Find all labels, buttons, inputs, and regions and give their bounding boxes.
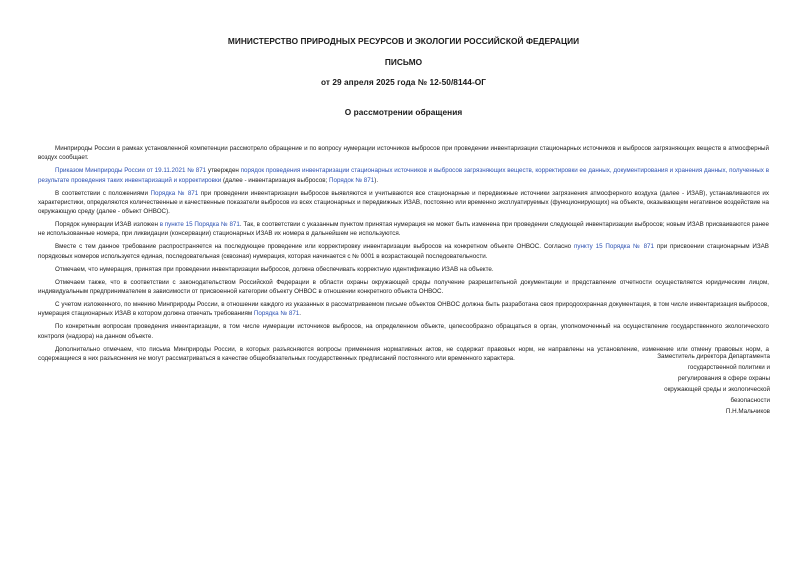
procedure-title-link[interactable]: порядок проведения инвентаризации стационарных источников и выбросов загрязняющих веществ, корректировки ее данных, документирования и хранения данных, полученных в результате проведения таких инвентаризаций и корректировки	[38, 167, 770, 184]
paragraph-3	[38, 189, 769, 217]
document-type: ПИСЬМО	[384, 57, 423, 67]
procedure-871-link[interactable]: Порядок № 871	[329, 176, 375, 184]
signature-line-4: окружающей среды и экологической	[664, 386, 770, 394]
ministry-heading: МИНИСТЕРСТВО ПРИРОДНЫХ РЕСУРСОВ И ЭКОЛОГИИ РОССИЙСКОЙ ФЕДЕРАЦИИ	[227, 36, 580, 46]
paragraph-4	[38, 220, 769, 238]
signatory-name: П.Н.Мальчиков	[725, 408, 770, 416]
clause-15-link[interactable]: в пункте 15 Порядка № 871	[159, 221, 240, 229]
date-and-number: от 29 апреля 2025 года № 12-50/8144-ОГ	[320, 77, 487, 87]
paragraph-1: Минприроды России в рамках установленной компетенции рассмотрело обращение и по вопросу нумерации источников выбросов при проведении инвентаризации стационарных источников и выбросов загрязняющих веществ в атмосферный воздух сообщает.	[38, 145, 769, 162]
paragraph-5	[38, 242, 769, 260]
clause-15-link[interactable]: пункту 15 Порядка № 871	[573, 243, 655, 251]
signature-block	[590, 351, 770, 418]
paragraph-4-text-2: . Так, в соответствии с указанным пунктом принятая нумерация не может быть изменена при проведении следующей инвентаризации выбросов; новым ИЗАВ присваиваются ранее не использованные номера, при ликвидации (консервации) стационарных ИЗАВ их номера в дальнейшем не используются.	[38, 221, 770, 238]
paragraph-2	[38, 166, 769, 184]
paragraph-6: Отмечаем, что нумерация, принятая при проведении инвентаризации выбросов, должна обеспечивать корректную идентификацию ИЗАВ на объекте.	[55, 265, 494, 273]
document-subject: О рассмотрении обращения	[344, 107, 463, 117]
paragraph-2-text-2: (далее - инвентаризация выбросов;	[221, 176, 329, 184]
paragraph-8-text-1: С учетом изложенного, по мнению Минприроды России, в отношении каждого из указанных в рассматриваемом письме объектов ОНВОС должна быть разработана своя природоохранная документация, в том числе инвентаризация выбросов, нумерация стационарных ИЗАВ в котором должна отвечать требованиям	[38, 301, 769, 318]
paragraph-3-text-2: при проведении инвентаризации выбросов выявляются и учитываются все стационарные и передвижные источники загрязнения атмосферного воздуха (далее - ИЗАВ), устанавливаются их характеристики, определяются количественные и качественные показатели выбросов из всех стационарных и передвижных ИЗАВ, постоянно или временно эксплуатируемых (функционирующих) на объекте, оказывающем негативное воздействие на окружающую среду (далее - объект ОНВОС).	[38, 189, 770, 215]
paragraph-2-text-3: ).	[374, 176, 379, 184]
paragraph-5-text-2: при присвоении стационарным ИЗАВ порядковых номеров используется единая, последовательная (сквозная) нумерация, которая начинается с № 0001 в возрастающей последовательности.	[38, 243, 769, 260]
paragraph-4-text-1: Порядок нумерации ИЗАВ изложен	[55, 221, 160, 229]
signature-line-5: безопасности	[730, 397, 770, 405]
procedure-871-link[interactable]: Порядка № 871	[150, 189, 199, 197]
paragraph-2-text-1: утвержден	[206, 167, 241, 175]
signature-line-3: регулирования в сфере охраны	[677, 375, 770, 383]
order-871-link[interactable]: Приказом Минприроды России от 19.11.2021 № 871	[55, 167, 207, 175]
paragraph-3-text-1: В соответствии с положениями	[55, 189, 151, 197]
paragraph-9: По конкретным вопросам проведения инвентаризации, в том числе нумерации источников выбросов, на определенном объекте, целесообразно обращаться в орган, уполномоченный на осуществление государственного экологического контроля (надзора) на данном объекте.	[38, 323, 769, 340]
paragraph-8-text-2: .	[299, 310, 302, 318]
letter-body	[38, 144, 769, 367]
procedure-871-link[interactable]: Порядка № 871	[253, 310, 300, 318]
paragraph-5-text-1: Вместе с тем данное требование распространяется на последующее проведение или корректировку инвентаризации выбросов на конкретном объекте ОНВОС. Согласно	[55, 243, 574, 251]
signature-line-1: Заместитель директора Департамента	[657, 353, 770, 360]
paragraph-8	[38, 300, 769, 318]
signature-line-2: государственной политики и	[687, 364, 770, 372]
paragraph-10: Дополнительно отмечаем, что письма Минприроды России, в которых разъясняются вопросы применения нормативных актов, не содержат правовых норм, не направлены на установление, изменение или отмену правовых норм, а содержащиеся в них разъяснения не могут рассматриваться в качестве общеобязательных государственных предписаний постоянного или временного характера.	[38, 345, 769, 362]
paragraph-7: Отмечаем также, что в соответствии с законодательством Российской Федерации в области охраны окружающей среды получение разрешительной документации и представление отчетности осуществляется юридическим лицом, индивидуальным предпринимателем в зависимости от присвоенной категории объекту ОНВОС в отношении конкретного объекта ОНВОС.	[38, 278, 769, 295]
